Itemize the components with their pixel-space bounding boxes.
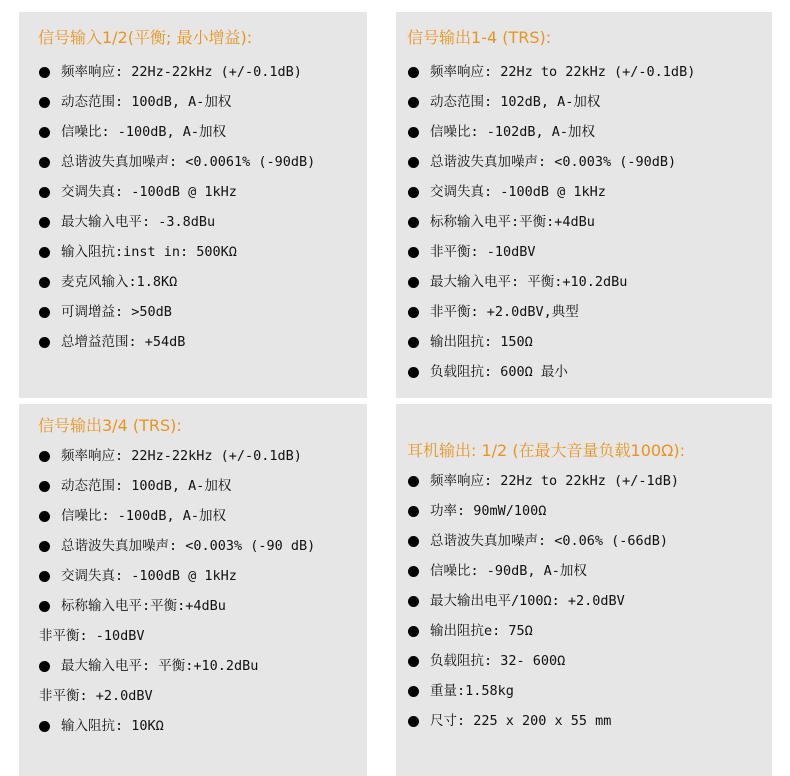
spec-text: 负载阻抗: 600Ω 最小	[430, 364, 568, 380]
spec-list	[37, 57, 367, 357]
spec-panel-output-3-4	[19, 404, 367, 776]
spec-text: 交调失真: -100dB @ 1kHz	[61, 568, 237, 584]
spec-text: 尺寸: 225 x 200 x 55 mm	[430, 713, 612, 729]
spec-text: 非平衡: +2.0dBV,典型	[430, 304, 579, 320]
spec-text: 信噪比: -90dB, A-加权	[430, 563, 587, 579]
spec-list	[37, 441, 367, 741]
bullet-icon	[408, 686, 419, 697]
bullet-icon	[408, 307, 419, 318]
spec-item	[406, 237, 772, 267]
spec-text: 信噪比: -100dB, A-加权	[61, 508, 227, 524]
spec-item	[406, 207, 772, 237]
spec-text: 总谐波失真加噪声: <0.0061% (-90dB)	[61, 154, 316, 170]
spec-text: 最大输入电平: 平衡:+10.2dBu	[61, 658, 259, 674]
spec-item	[406, 616, 772, 646]
bullet-icon	[408, 716, 419, 727]
bullet-icon	[39, 157, 50, 168]
spec-item	[406, 267, 772, 297]
bullet-icon	[39, 67, 50, 78]
spec-text: 输出阻抗: 150Ω	[430, 334, 533, 350]
spec-item	[37, 207, 367, 237]
spec-item	[37, 327, 367, 357]
spec-item	[37, 621, 367, 651]
panel-title: 耳机输出: 1/2 (在最大音量负载100Ω):	[407, 441, 685, 460]
spec-text: 动态范围: 100dB, A-加权	[61, 94, 232, 110]
bullet-icon	[408, 566, 419, 577]
spec-item	[37, 531, 367, 561]
spec-item	[406, 646, 772, 676]
spec-item	[37, 681, 367, 711]
spec-text: 总谐波失真加噪声: <0.003% (-90dB)	[430, 154, 677, 170]
bullet-icon	[408, 97, 419, 108]
spec-text: 标称输入电平:平衡:+4dBu	[430, 214, 595, 230]
spec-text: 非平衡: +2.0dBV	[39, 688, 153, 704]
bullet-icon	[408, 506, 419, 517]
bullet-icon	[39, 97, 50, 108]
spec-item	[37, 651, 367, 681]
bullet-icon	[408, 596, 419, 607]
spec-item	[406, 706, 772, 736]
spec-item	[37, 591, 367, 621]
bullet-icon	[39, 217, 50, 228]
spec-text: 频率响应: 22Hz to 22kHz (+/-1dB)	[430, 473, 680, 489]
bullet-icon	[39, 277, 50, 288]
bullet-icon	[39, 601, 50, 612]
spec-text: 输入阻抗: 10KΩ	[61, 718, 164, 734]
panel-title: 信号输出3/4 (TRS):	[38, 416, 182, 435]
spec-text: 频率响应: 22Hz-22kHz (+/-0.1dB)	[61, 64, 302, 80]
spec-text: 总谐波失真加噪声: <0.06% (-66dB)	[430, 533, 669, 549]
bullet-icon	[408, 187, 419, 198]
spec-item	[406, 297, 772, 327]
spec-text: 信噪比: -100dB, A-加权	[61, 124, 227, 140]
bullet-icon	[39, 721, 50, 732]
bullet-icon	[39, 187, 50, 198]
spec-text: 非平衡: -10dBV	[430, 244, 536, 260]
spec-text: 非平衡: -10dBV	[39, 628, 145, 644]
spec-list	[406, 57, 772, 387]
bullet-icon	[408, 337, 419, 348]
spec-text: 最大输入电平: -3.8dBu	[61, 214, 216, 230]
spec-item	[406, 586, 772, 616]
spec-item	[406, 327, 772, 357]
spec-item	[406, 87, 772, 117]
bullet-icon	[39, 481, 50, 492]
panel-title: 信号输出1-4 (TRS):	[407, 28, 552, 47]
spec-text: 交调失真: -100dB @ 1kHz	[61, 184, 237, 200]
bullet-icon	[408, 656, 419, 667]
spec-list	[406, 466, 772, 736]
bullet-icon	[408, 476, 419, 487]
bullet-icon	[408, 626, 419, 637]
bullet-icon	[408, 367, 419, 378]
spec-item	[406, 556, 772, 586]
bullet-icon	[408, 247, 419, 258]
spec-item	[406, 526, 772, 556]
spec-item	[37, 297, 367, 327]
spec-item	[37, 441, 367, 471]
spec-panel-input-1-2	[19, 12, 367, 398]
spec-item	[406, 147, 772, 177]
spec-item	[37, 471, 367, 501]
spec-text: 频率响应: 22Hz to 22kHz (+/-0.1dB)	[430, 64, 696, 80]
bullet-icon	[39, 127, 50, 138]
bullet-icon	[39, 247, 50, 258]
bullet-icon	[408, 277, 419, 288]
spec-item	[406, 357, 772, 387]
bullet-icon	[39, 571, 50, 582]
spec-text: 重量:1.58kg	[430, 683, 514, 699]
spec-item	[37, 177, 367, 207]
spec-item	[37, 147, 367, 177]
spec-item	[406, 496, 772, 526]
spec-item	[37, 561, 367, 591]
bullet-icon	[39, 307, 50, 318]
spec-text: 动态范围: 100dB, A-加权	[61, 478, 232, 494]
spec-panel-output-1-4	[396, 12, 772, 398]
spec-text: 标称输入电平:平衡:+4dBu	[61, 598, 226, 614]
bullet-icon	[408, 67, 419, 78]
spec-text: 交调失真: -100dB @ 1kHz	[430, 184, 606, 200]
spec-item	[406, 676, 772, 706]
bullet-icon	[39, 451, 50, 462]
spec-item	[406, 466, 772, 496]
spec-text: 总谐波失真加噪声: <0.003% (-90 dB)	[61, 538, 316, 554]
bullet-icon	[408, 157, 419, 168]
spec-item	[37, 711, 367, 741]
spec-text: 麦克风输入:1.8KΩ	[61, 274, 178, 290]
spec-item	[37, 57, 367, 87]
bullet-icon	[39, 511, 50, 522]
spec-item	[406, 57, 772, 87]
spec-text: 可调增益: >50dB	[61, 304, 172, 320]
bullet-icon	[408, 536, 419, 547]
spec-text: 信噪比: -102dB, A-加权	[430, 124, 596, 140]
spec-text: 总增益范围: +54dB	[61, 334, 186, 350]
spec-text: 最大输出电平/100Ω: +2.0dBV	[430, 593, 625, 609]
spec-item	[37, 267, 367, 297]
bullet-icon	[408, 127, 419, 138]
spec-item	[37, 501, 367, 531]
spec-text: 功率: 90mW/100Ω	[430, 503, 547, 519]
spec-item	[37, 87, 367, 117]
spec-text: 负载阻抗: 32- 600Ω	[430, 653, 566, 669]
spec-item	[406, 177, 772, 207]
bullet-icon	[39, 337, 50, 348]
spec-item	[37, 117, 367, 147]
spec-text: 动态范围: 102dB, A-加权	[430, 94, 601, 110]
panel-title: 信号输入1/2(平衡; 最小增益):	[38, 28, 253, 47]
bullet-icon	[39, 661, 50, 672]
spec-text: 最大输入电平: 平衡:+10.2dBu	[430, 274, 628, 290]
spec-item	[406, 117, 772, 147]
spec-panel-headphone-output	[396, 404, 772, 776]
spec-text: 频率响应: 22Hz-22kHz (+/-0.1dB)	[61, 448, 302, 464]
spec-text: 输出阻抗e: 75Ω	[430, 623, 533, 639]
bullet-icon	[408, 217, 419, 228]
spec-item	[37, 237, 367, 267]
bullet-icon	[39, 541, 50, 552]
spec-text: 输入阻抗:inst in: 500KΩ	[61, 244, 237, 260]
